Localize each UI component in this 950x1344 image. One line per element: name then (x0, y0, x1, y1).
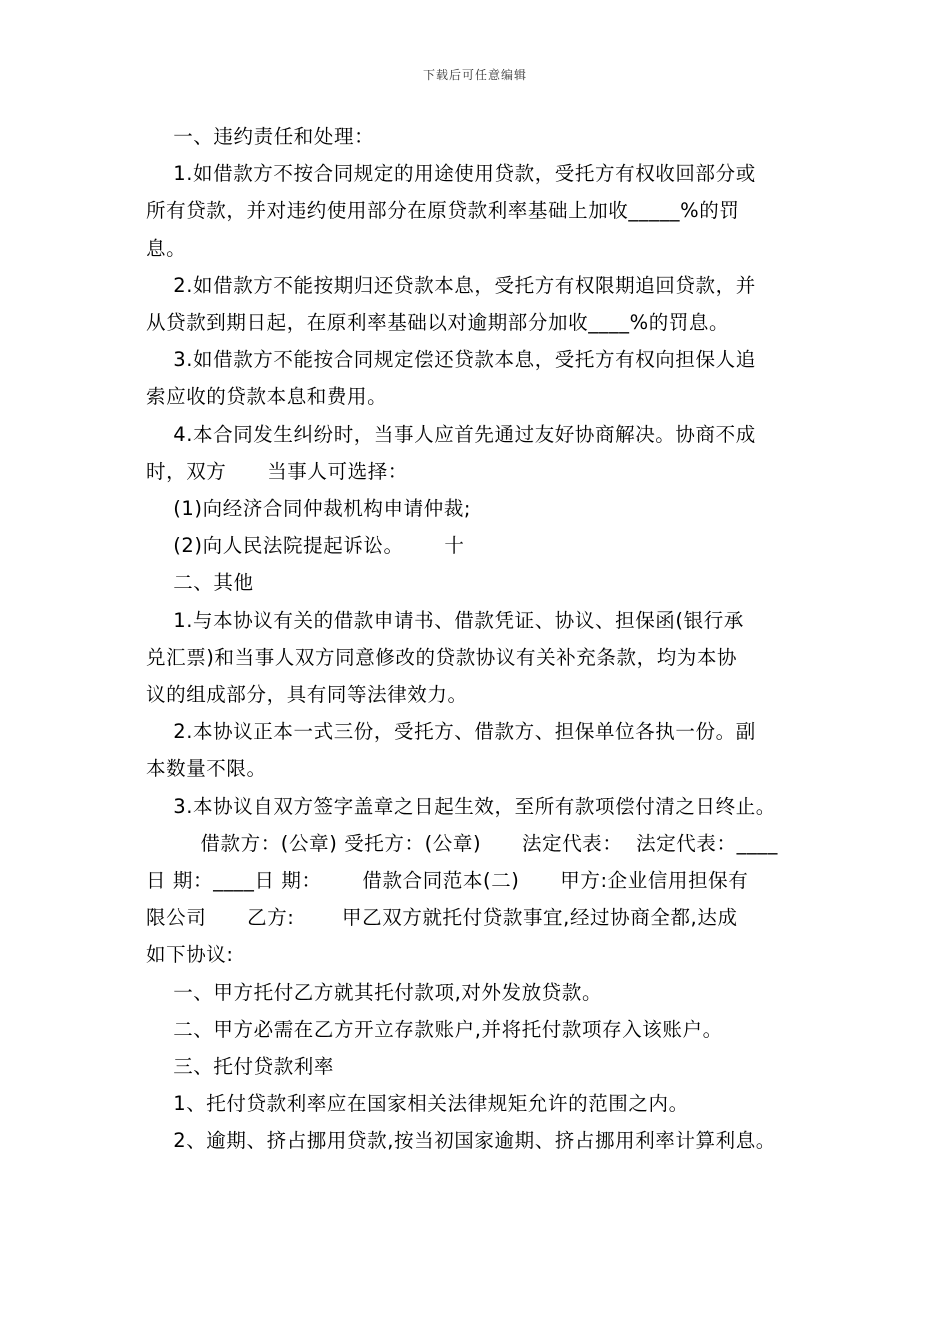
text-line: 借款方：(公章) 受托方：(公章) 法定代表： 法定代表：____ (146, 831, 779, 855)
text-line: 索应收的贷款本息和费用。 (146, 385, 388, 409)
text-line: 如下协议: (146, 943, 234, 967)
text-line: 二、甲方必需在乙方开立存款账户,并将托付款项存入该账户。 (146, 1017, 723, 1041)
text-line: 2.如借款方不能按期归还贷款本息，受托方有权限期追回贷款，并 (146, 273, 756, 297)
text-line: 一、甲方托付乙方就其托付款项,对外发放贷款。 (146, 980, 603, 1004)
text-line: (2)向人民法院提起诉讼。 十 (146, 534, 465, 558)
text-line: 息。 (146, 236, 187, 260)
text-line: 1.与本协议有关的借款申请书、借款凭证、协议、担保函(银行承 (146, 608, 744, 632)
text-line: 本数量不限。 (146, 757, 267, 781)
text-line: 二、其他 (146, 571, 254, 595)
text-line: 1、托付贷款利率应在国家相关法律规矩允许的范围之内。 (146, 1092, 689, 1116)
text-line: 兑汇票)和当事人双方同意修改的贷款协议有关补充条款，均为本协 (146, 645, 738, 669)
text-line: 3.本协议自双方签字盖章之日起生效，至所有款项偿付清之日终止。 (146, 794, 776, 818)
text-line: 议的组成部分，具有同等法律效力。 (146, 683, 468, 707)
text-line: 4.本合同发生纠纷时，当事人应首先通过友好协商解决。协商不成 (146, 422, 756, 446)
text-line: 时，双方 当事人可选择： (146, 459, 408, 483)
text-line: (1)向经济合同仲裁机构申请仲裁; (146, 497, 472, 521)
text-line: 3.如借款方不能按合同规定偿还贷款本息，受托方有权向担保人追 (146, 348, 756, 372)
text-line: 一、违约责任和处理： (146, 125, 375, 148)
document-body (146, 118, 822, 1160)
text-line: 日 期：____日 期： 借款合同范本(二) 甲方:企业信用担保有 (146, 869, 749, 893)
text-line: 2、逾期、挤占挪用贷款,按当初国家逾期、挤占挪用利率计算利息。 (146, 1129, 776, 1153)
text-line: 所有贷款，并对违约使用部分在原贷款利率基础上加收_____%的罚 (146, 199, 740, 223)
text-line: 从贷款到期日起，在原利率基础以对逾期部分加收____%的罚息。 (146, 311, 730, 335)
page-header: 下载后可任意编辑 (422, 68, 527, 82)
text-line: 1.如借款方不按合同规定的用途使用贷款，受托方有权收回部分或 (146, 162, 756, 186)
text-line: 限公司 乙方: 甲乙双方就托付贷款事宜,经过协商全都,达成 (146, 906, 738, 930)
text-line: 三、托付贷款利率 (146, 1055, 334, 1079)
text-line: 2.本协议正本一式三份，受托方、借款方、担保单位各执一份。副 (146, 720, 756, 744)
